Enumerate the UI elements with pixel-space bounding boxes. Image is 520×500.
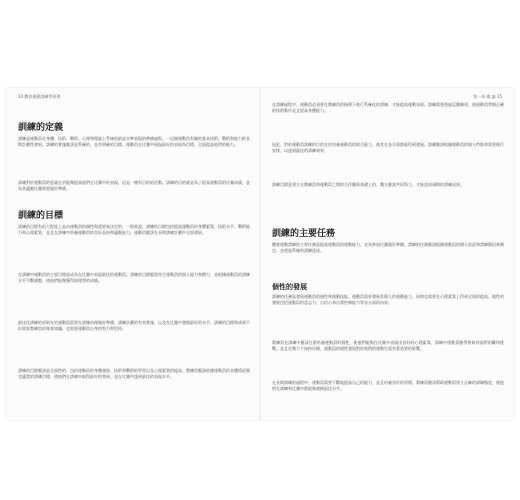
paragraph: 訓練對於運動員的意義在於能夠提高他們在比賽中的表現，這是一種有目的的活動。訓練的目的就是為了提高運動員的比賽成績，並為其適應比賽需要做好準備。: [18, 180, 250, 192]
subsection-title-personality: 個性的發展: [272, 283, 307, 291]
left-page-header: 14 體育運動訓練學原理: [18, 94, 61, 99]
right-page-header: 第一章 總 論 15: [473, 94, 502, 99]
paragraph: 在長期訓練的過程中，運動員需要不斷地提高自己的能力，並且培養良好的習慣。教練員應該幫助運動員建立正確的訓練態度，使他們在訓練和比賽中都能夠發揮最佳水平。: [272, 380, 504, 392]
paragraph: 訓練的目標有很大程度上是由運動員的個性與需要來決定的。一般來說，訓練的目標包括提高運動員的身體素質、技術水平、戰術能力和心理素質，並且在訓練中培養運動員的良好品格和適應能力。運動員應該在長期訓練計劃中全面發展。: [18, 224, 250, 236]
left-page: [14, 88, 254, 420]
paragraph: 訓練的目標應該是全面性的，包括運動員的身體發展、技術和戰術的學習以及心理素質的提高。教練員應該依據運動員的具體情況制定適當的訓練目標，使他們在訓練中取得最好的效果，並在比賽中達到最佳的表現水平。: [18, 368, 250, 380]
paragraph: 訓練目標是建立在教練員和運動員之間的合作關係基礎上的，雙方應該共同努力，才能達成預期的訓練成果。: [272, 182, 464, 187]
paragraph: 在訓練過程中，運動員必須要在教練員的指導下進行系統化的訓練，才能提高運動表現。訓練需要透過反覆練習，使運動員掌握正確的技術動作並且提高身體能力。: [272, 102, 504, 114]
paragraph: 在訓練中運動員的主要目標是成為在比賽中表現最佳的運動員。訓練的目標應當符合運動員的個人能力和潛力，並根據運動員的訓練水平不斷調整，使他們能夠獲得最理想的成績。: [18, 272, 250, 284]
section-title-definition: 訓練的定義: [18, 123, 64, 133]
paragraph: 教練員在訓練中應該注重培養運動員的個性，使他們能夠在比賽中表現出良好的心理素質。訓練中運動員應學會如何面對困難和挑戰，並且在壓力下保持冷靜。運動員的個性發展對於他們的運動生涯有著重要的影響。: [272, 340, 504, 352]
paragraph: 體育運動訓練的主要任務是提高運動員的運動能力，並為參加比賽做好準備。訓練的任務應該根據運動員的個人狀況和訓練階段來制定，並透過系統的訓練達成。: [272, 242, 504, 254]
section-title-goals: 訓練的目標: [18, 211, 64, 221]
book-spread: [6, 88, 514, 420]
paragraph: 最佳化訓練的原則在於運動員需要在訓練前後做好準備，訓練計劃的有效實施，以及在比賽中發揮最好的水平。訓練的目標和成果不但需要教練員的專業知識，也需要運動員自身的努力和堅持。: [18, 320, 250, 332]
paragraph: 訓練的任務是發展運動員的個性和運動技能。運動員需要發展其個人的運動能力，同時也需要在心理素質上得到全面的提高。個性的發展包括運動員的意志力、自信心和自我控制能力等各方面的內容。: [272, 294, 504, 306]
book-gutter: [259, 88, 261, 420]
paragraph: 因此，對於運動員訓練的目的在於培養運動員的綜合能力，使其在各方面都能得到發展。訓練應該根據運動員的個人特點和需要進行安排，以達到最佳的訓練效果。: [272, 142, 504, 154]
paragraph: 訓練是運動員在身體、技術、戰術、心理和理論上系統的最高水準表現的準備過程。一這個運動員有關的基本技術、戰術和能力的長期計劃性發展。訓練的實施應該是系統的，並有明確的目標。運動員在比賽中展現最好的表現為目標，全面提高他們的能力。: [18, 136, 250, 148]
section-title-tasks: 訓練的主要任務: [272, 229, 336, 239]
right-page: [268, 88, 508, 420]
